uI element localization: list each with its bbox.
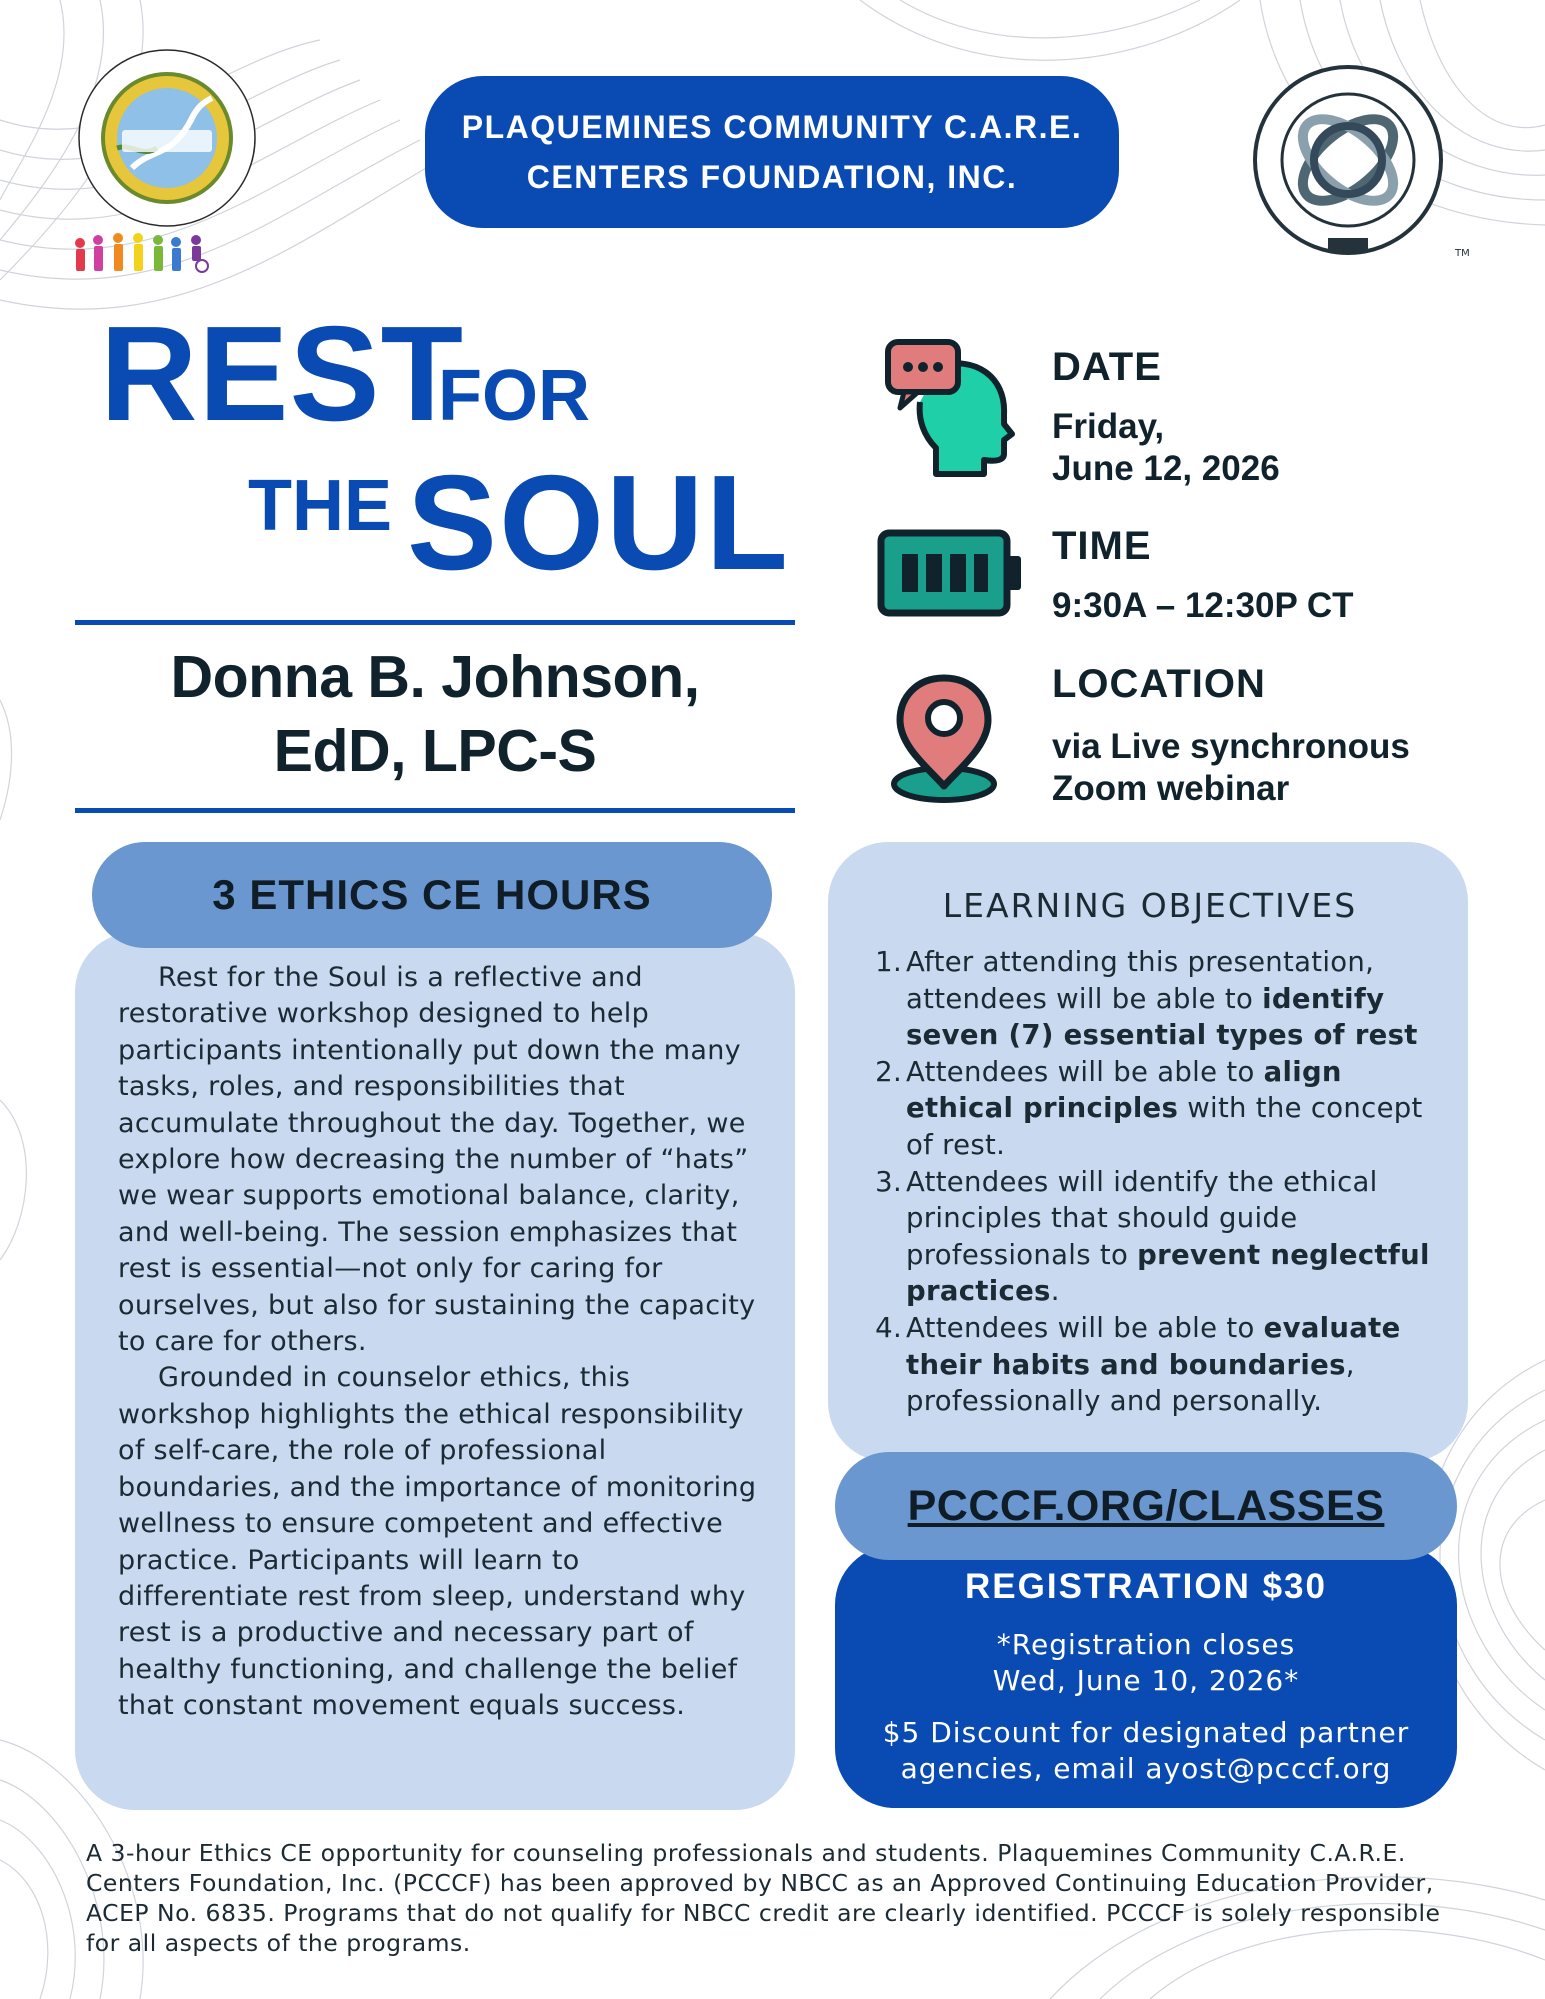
objective-item [858,1310,1448,1420]
registration-deadline [835,1627,1457,1699]
objective-text: Attendees will be able to [906,1055,1264,1088]
title-rest: REST [100,298,465,449]
objective-emphasis: identify seven (7) essential types of rest [906,982,1418,1052]
date-line-1: Friday, [1052,407,1165,446]
community-care-centers-logo [62,48,272,278]
date-line-2: June 12, 2026 [1052,449,1280,488]
title-for: FOR [438,356,590,436]
objective-text: Attendees will identify the ethical principles that should guide professionals to [906,1165,1378,1271]
location-label: LOCATION [1052,662,1266,706]
registration-price: REGISTRATION $30 [965,1567,1327,1606]
objective-emphasis: align ethical principles [906,1055,1342,1125]
ce-hours-badge: 3 ETHICS CE HOURS [92,842,772,948]
title-the: THE [248,466,392,546]
classes-link[interactable]: PCCCF.ORG/CLASSES [835,1452,1457,1560]
objective-number: 4. [875,1311,902,1344]
accreditation-disclaimer: A 3-hour Ethics CE opportunity for counseling professionals and students. Plaquemines Community C.A.R.E. Centers Foundation, Inc. (PCCCF) has been approved by NBCC as an Approved Continuing Education Provider, ACEP No. 6835. Programs that do not qualify for NBCC credit are clearly identified. PCCCF is solely responsible for all aspects of the programs. [86,1839,1441,1957]
time-value: 9:30A – 12:30P CT [1052,586,1354,625]
date-value [1052,406,1280,490]
objective-emphasis: prevent neglectful practices [906,1238,1430,1308]
date-label: DATE [1052,345,1162,389]
nbcc-provider-seal [1248,60,1470,280]
location-line-1: via Live synchronous [1052,727,1410,766]
location-pin-icon [888,672,1000,804]
description-paragraph-2: Grounded in counselor ethics, this workshop highlights the ethical responsibility of self-care, the role of professional boundaries, and the importance of monitoring wellness to ensure competent and effective practice. Participants will learn to differentiate rest from sleep, understand why rest is a productive and necessary part of healthy functioning, and challenge the belief that constant movement equals success. [118,1362,757,1722]
objective-text-end: with the concept of rest. [906,1092,1423,1161]
objective-number: 1. [875,946,902,978]
objective-emphasis: evaluate their habits and boundaries [906,1311,1401,1381]
objective-item [858,1164,1448,1310]
presenter-line-1: Donna B. Johnson, [170,644,700,710]
location-value [1052,726,1410,810]
presenter-line-2: EdD, LPC-S [273,718,597,784]
objective-text: After attending this presentation, attendees will be able to [906,946,1375,1015]
title-soul: SOUL [407,447,791,598]
time-label: TIME [1052,524,1152,568]
objective-text-end: . [1050,1275,1060,1308]
objective-text-end: , professionally and personally. [906,1348,1355,1418]
chat-head-icon [884,336,1016,476]
objective-item [858,944,1448,1054]
location-line-2: Zoom webinar [1052,769,1290,808]
objective-number: 3. [875,1165,902,1198]
deadline-line-1: *Registration closes [996,1628,1296,1661]
header-line-1: PLAQUEMINES COMMUNITY C.A.R.E. [461,109,1083,145]
organization-header [425,76,1119,228]
description-paragraph-1: Rest for the Soul is a reflective and restorative workshop designed to help participants intentionally put down the many tasks, roles, and responsibilities that accumulate throughout the day. Together, we explore how decreasing the number of “hats” we wear supports emotional balance, clarity, and well-being. The session emphasizes that rest is essential—not only for caring for ourselves, but also for sustaining the capacity to care for others. [118,962,756,1358]
svg-text:TM: TM [1455,248,1470,259]
objectives-title: LEARNING OBJECTIVES [942,886,1358,925]
discount-line-2: agencies, email ayost@pcccf.org [900,1752,1392,1785]
divider-top [75,620,795,625]
objective-item [858,1054,1448,1164]
objective-number: 2. [875,1055,902,1088]
divider-bottom [75,808,795,813]
battery-icon [876,528,1026,618]
deadline-line-2: Wed, June 10, 2026* [992,1664,1300,1697]
partner-discount [835,1715,1457,1787]
objective-text: Attendees will be able to [906,1311,1264,1344]
workshop-description [118,960,758,1725]
discount-line-1: $5 Discount for designated partner [882,1716,1410,1749]
objectives-list [858,944,1448,1420]
header-line-2: CENTERS FOUNDATION, INC. [526,159,1018,195]
presenter-name [75,640,795,788]
registration-box [835,1545,1457,1808]
